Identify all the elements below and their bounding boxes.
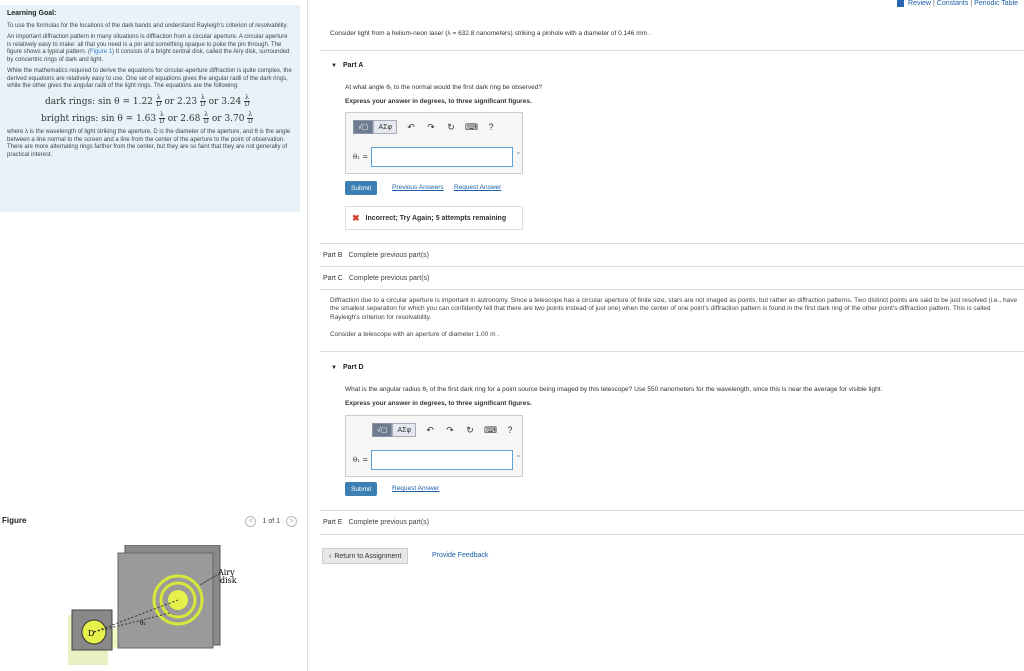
goal-text-1: To use the formulas for the locations of the dark bands and understand Rayleigh's criterion of resolvability.: [7, 22, 288, 29]
frac-num: λ: [200, 93, 205, 101]
part-a-answer-box: [345, 112, 523, 174]
goal-text-3: While the mathematics required to derive the equations for circular-aperture diffraction is quite complex, the derived equations are relatively easy to use. One set of equations gives the angular radii of the dark rings, while the other gives the angular radii of the light rings. The equations are the following:: [7, 68, 292, 90]
theta-label: θ₁ =: [353, 456, 369, 464]
chevron-left-icon: ‹: [329, 552, 332, 560]
pager-label: 1 of 1: [262, 518, 280, 525]
theta-label: θ₁ =: [353, 153, 369, 161]
part-a-title: Part A: [342, 62, 364, 69]
part-d-answer-box: [345, 415, 523, 477]
frac-den: D: [159, 118, 165, 125]
frac-num: λ: [156, 93, 161, 101]
part-a-answer-input[interactable]: [371, 147, 513, 167]
keyboard-icon[interactable]: ⌨: [465, 121, 479, 132]
dark-term-1: sin θ = 1.22: [98, 96, 153, 107]
bright-term-2: or 2.68: [167, 114, 201, 124]
fraction: [244, 95, 250, 108]
part-d-answer-input[interactable]: [371, 450, 513, 470]
dark-term-2: or 2.23: [164, 96, 198, 107]
airy-label-1: Airy: [218, 568, 235, 577]
divider: [320, 266, 1024, 267]
goal-text-2b: ) It consists of a bright central disk, called the Airy disk, surrounded by concentric rings of dark and light.: [7, 49, 290, 63]
part-a-question: At what angle θ₁ to the normal would the first dark ring be observed?: [345, 84, 542, 91]
undo-icon[interactable]: ↶: [407, 121, 415, 132]
column-divider: [307, 0, 308, 671]
dark-term-3: or 3.24: [208, 96, 242, 107]
bright-term-3: or 3.70: [211, 114, 245, 124]
redo-icon[interactable]: ↷: [446, 424, 454, 435]
review-link[interactable]: Review: [908, 0, 931, 7]
figure-pager: [245, 516, 297, 527]
divider: [320, 289, 1024, 290]
previous-answers-link[interactable]: Previous Answers: [392, 184, 444, 191]
theta-label: θ₁: [140, 620, 147, 627]
prev-figure-button[interactable]: <: [245, 516, 256, 527]
frac-den: D: [156, 100, 162, 108]
frac-den: D: [244, 100, 250, 108]
frac-den: D: [203, 118, 209, 125]
undo-icon[interactable]: ↶: [426, 424, 434, 435]
sqrt-template-button[interactable]: √▢: [353, 120, 373, 134]
frac-num: λ: [245, 93, 249, 101]
part-a-express: Express your answer in degrees, to three significant figures.: [345, 98, 532, 105]
math-toolbar: [372, 423, 516, 437]
help-icon[interactable]: ?: [507, 425, 513, 435]
goal-text-2a: An important diffraction pattern in many situations is diffraction from a circular aperture. A circular aperture is relatively easy to make: all that you need is a pin and something opaque to poke the pin through. The figure shows a typical pattern. (: [7, 34, 288, 56]
airy-label-2: disk: [220, 576, 237, 585]
greek-button[interactable]: ΑΣφ: [392, 423, 416, 437]
request-answer-link[interactable]: Request Answer: [454, 184, 502, 191]
next-figure-button[interactable]: >: [286, 516, 297, 527]
bright-term-1: sin θ = 1.63: [101, 114, 157, 124]
part-d-submit-button[interactable]: Submit: [345, 482, 377, 496]
intro-text: Consider light from a helium-neon laser (λ = 632.8 nanometers) striking a pinhole with a diameter of 0.146 mm .: [330, 30, 651, 37]
learning-goal-title: Learning Goal:: [7, 10, 57, 17]
fraction: [159, 112, 165, 125]
return-label: Return to Assignment: [334, 552, 402, 560]
divider: [320, 510, 1024, 511]
math-toolbar: [353, 120, 497, 134]
review-icon: [897, 0, 904, 7]
part-d-title: Part D: [342, 364, 364, 371]
d-label: D: [88, 629, 95, 638]
telescope-text: Consider a telescope with an aperture of diameter 1.00 m .: [330, 331, 500, 338]
return-to-assignment-button[interactable]: [322, 548, 408, 564]
screen-face: [118, 553, 213, 648]
reset-icon[interactable]: ↻: [447, 121, 455, 132]
constants-link[interactable]: Constants: [936, 0, 969, 7]
frac-num: λ: [204, 111, 208, 118]
divider: [320, 50, 1024, 51]
frac-num: λ: [248, 111, 253, 118]
part-c-row: [323, 275, 429, 282]
fraction: [203, 112, 209, 125]
feedback-text: Incorrect; Try Again; 5 attempts remaining: [365, 214, 507, 222]
part-a-submit-button[interactable]: Submit: [345, 181, 377, 195]
airy-disk-figure: [60, 545, 260, 670]
collapse-icon: ▼: [331, 62, 337, 69]
goal-text-2: [7, 34, 293, 64]
request-answer-link[interactable]: Request Answer: [392, 485, 440, 492]
part-e-status: Complete previous part(s): [348, 519, 429, 526]
part-c-title: Part C: [323, 275, 343, 282]
separator: |: [932, 0, 935, 7]
provide-feedback-link[interactable]: Provide Feedback: [432, 552, 489, 559]
periodic-table-link[interactable]: Periodic Table: [974, 0, 1018, 7]
redo-icon[interactable]: ↷: [427, 121, 435, 132]
diffraction-paragraph: Diffraction due to a circular aperture is important in astronomy. Since a telescope has a circular aperture of finite size, stars are not imaged as points, but rather as diffraction patterns. Two distinct points are said to be just resolved (i.e., have the smallest separation for which you can confidently tell that there are two points instead of just one) when the center of one point's diffraction pattern is found in the first dark ring of the other point's diffraction pattern. This is called Rayleigh's criterion for resolvability.: [330, 297, 1018, 321]
dark-rings-equation: [45, 95, 293, 108]
part-a-header[interactable]: [331, 62, 363, 69]
part-d-header[interactable]: [331, 364, 364, 371]
frac-num: λ: [160, 111, 164, 118]
collapse-icon: ▼: [331, 364, 337, 371]
figure-link[interactable]: Figure 1: [90, 49, 113, 56]
divider: [320, 534, 1024, 535]
incorrect-icon: ✖: [352, 212, 360, 223]
frac-den: D: [200, 100, 206, 108]
part-e-title: Part E: [323, 519, 343, 526]
help-icon[interactable]: ?: [488, 122, 494, 132]
fraction: [156, 95, 162, 108]
greek-button[interactable]: ΑΣφ: [373, 120, 397, 134]
part-b-row: [323, 252, 429, 259]
part-b-status: Complete previous part(s): [348, 252, 429, 259]
degree-unit: °: [517, 455, 520, 462]
separator: |: [970, 0, 973, 7]
goal-text-4: where λ is the wavelength of light striking the aperture, D is the diameter of the aperture, and θ is the angle between a line normal to the screen and a line from the center of the aperture to the point of observation. There are more alternating rings farther from the center, but they are so faint that they are not generally of practical interest.: [7, 129, 291, 158]
divider: [320, 351, 1024, 352]
part-c-status: Complete previous part(s): [348, 275, 430, 282]
frac-den: D: [247, 118, 253, 125]
part-e-row: [323, 519, 429, 526]
degree-unit: °: [517, 152, 520, 159]
sqrt-template-button[interactable]: √▢: [372, 423, 392, 437]
keyboard-icon[interactable]: ⌨: [484, 424, 498, 435]
bright-rings-equation: [41, 112, 293, 125]
reset-icon[interactable]: ↻: [466, 424, 474, 435]
divider: [320, 243, 1024, 244]
incorrect-feedback: [345, 206, 523, 230]
template-group: [353, 120, 397, 134]
template-group: [372, 423, 416, 437]
part-d-express: Express your answer in degrees, to three significant figures.: [345, 400, 532, 407]
dark-rings-label: dark rings:: [45, 96, 96, 107]
part-b-title: Part B: [323, 252, 343, 259]
part-d-question: What is the angular radius θ₁ of the first dark ring for a point source being imaged by this telescope? Use 550 nanometers for the wavelength, since this is near the average for visible light.: [345, 386, 883, 393]
bright-rings-label: bright rings:: [41, 114, 99, 124]
fraction: [200, 95, 206, 108]
figure-header: [0, 512, 307, 532]
top-links: [897, 0, 1018, 7]
learning-goal-panel: [0, 5, 300, 212]
fraction: [247, 112, 253, 125]
figure-title: Figure: [2, 516, 27, 525]
